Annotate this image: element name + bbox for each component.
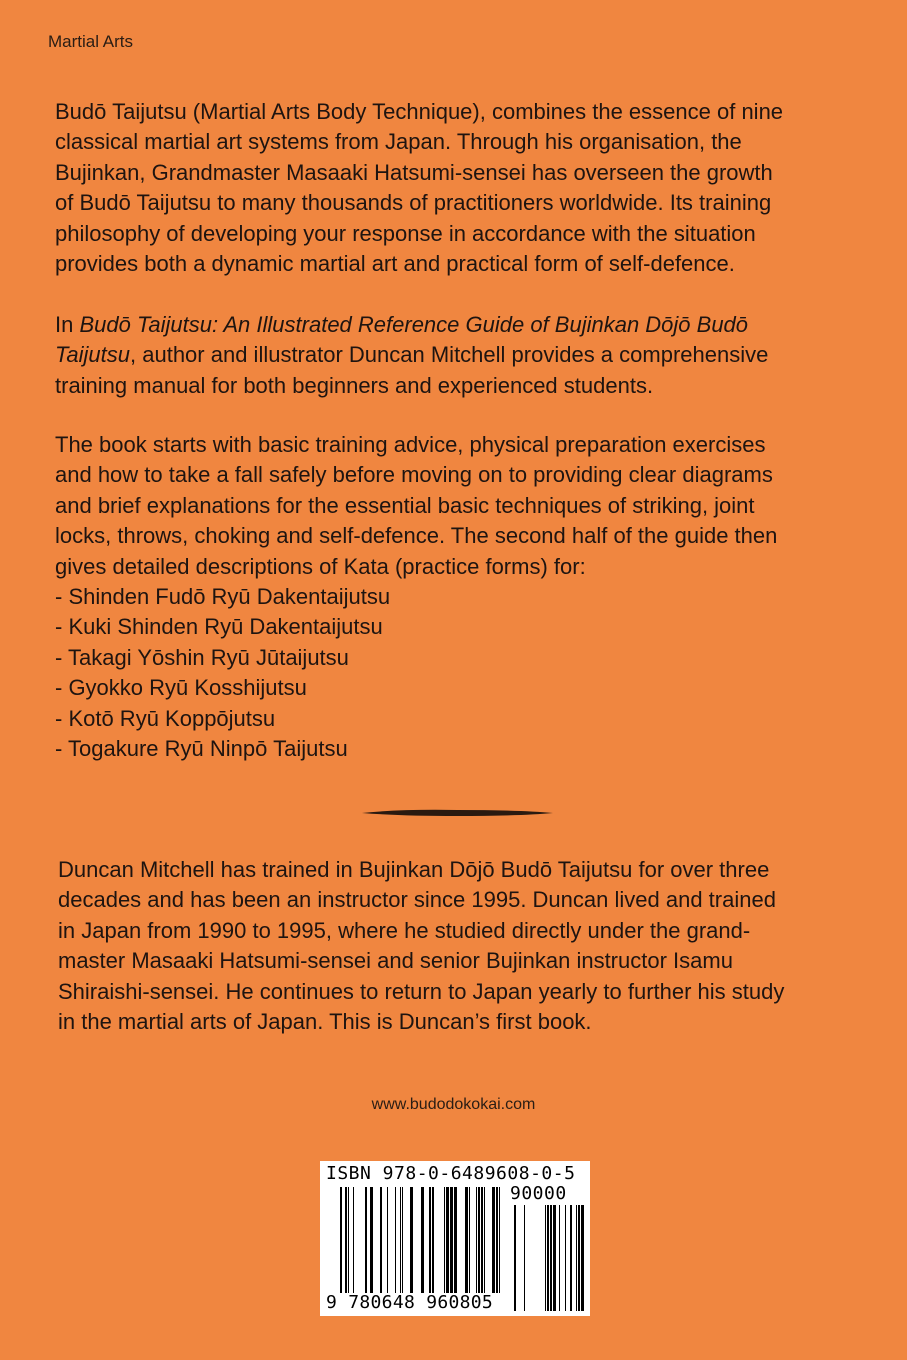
lead-text: In [55, 312, 80, 337]
barcode-bar [476, 1187, 477, 1293]
kata-list-item: - Togakure Ryū Ninpō Taijutsu [55, 736, 348, 762]
kata-list-item: - Kuki Shinden Ryū Dakentaijutsu [55, 614, 383, 640]
after-title-text: , author and illustrator Duncan Mitchell provides a comprehensive [130, 342, 769, 368]
price-addon-number: 90000 [510, 1183, 567, 1204]
barcode-bar [400, 1187, 401, 1293]
barcode-bar [545, 1205, 546, 1311]
barcode-bar [499, 1187, 500, 1293]
barcode-bar [444, 1187, 445, 1293]
barcode-bar [570, 1205, 572, 1311]
text-line: and brief explanations for the essential basic techniques of striking, joint [55, 492, 755, 518]
text-line [55, 310, 855, 340]
barcode-bar [581, 1205, 584, 1311]
barcode-bar [550, 1205, 552, 1311]
text-line: philosophy of developing your response in accordance with the situation [55, 220, 756, 246]
kata-list-item: - Takagi Yōshin Ryū Jūtaijutsu [55, 644, 349, 670]
barcode-bar [365, 1187, 367, 1293]
kata-list-item: - Kotō Ryū Koppōjutsu [55, 705, 276, 731]
barcode-bar [481, 1187, 483, 1293]
barcode-bar [484, 1187, 485, 1293]
barcode-bar [345, 1187, 347, 1293]
barcode-bar [524, 1205, 525, 1311]
brush-stroke-divider [360, 806, 555, 820]
barcode-bar [340, 1187, 342, 1293]
barcode-bar [421, 1187, 424, 1293]
description-paragraph-1 [55, 97, 855, 279]
book-title: Budō Taijutsu: An Illustrated Reference Guide of Bujinkan Dōjō Budō [79, 312, 749, 337]
barcode-bar [446, 1187, 449, 1293]
barcode-bar [492, 1187, 495, 1293]
text-line: Shiraishi-sensei. He continues to return to Japan yearly to further his study [58, 978, 785, 1004]
text-line: Duncan Mitchell has trained in Bujinkan Dōjō Budō Taijutsu for over three [58, 857, 770, 882]
ean-digits: 9 780648 960805 [326, 1292, 494, 1313]
text-line: Budō Taijutsu (Martial Arts Body Technique), combines the essence of nine [55, 99, 784, 124]
text-line [55, 340, 855, 370]
text-line: training manual for both beginners and experienced students. [55, 372, 654, 398]
barcode-bar [578, 1205, 580, 1311]
book-title-continued: Taijutsu [55, 342, 131, 368]
barcode-bar [429, 1187, 431, 1293]
barcode-bar [553, 1205, 556, 1311]
barcode-bar [348, 1187, 349, 1293]
barcode-bar [454, 1187, 457, 1293]
barcode-bar [469, 1187, 470, 1293]
text-line: in Japan from 1990 to 1995, where he studied directly under the grand- [58, 917, 751, 943]
barcode-bar [450, 1187, 453, 1293]
isbn-number: ISBN 978-0-6489608-0-5 [326, 1163, 576, 1184]
isbn-barcode [320, 1161, 590, 1316]
text-line: The book starts with basic training advice, physical preparation exercises [55, 432, 766, 457]
barcode-bar [380, 1187, 382, 1293]
category-label: Martial Arts [48, 32, 134, 51]
barcode-bar [559, 1205, 560, 1311]
kata-list-item: - Gyokko Ryū Kosshijutsu [55, 675, 307, 701]
barcode-bar [370, 1187, 373, 1293]
text-line: gives detailed descriptions of Kata (practice forms) for: [55, 553, 586, 579]
barcode-bar [395, 1187, 396, 1293]
barcode-bar [565, 1205, 566, 1311]
author-bio [58, 855, 858, 1037]
description-paragraph-2 [55, 310, 855, 401]
barcode-bar [432, 1187, 434, 1293]
description-paragraph-3 [55, 430, 855, 764]
barcode-bar [465, 1187, 468, 1293]
text-line: locks, throws, choking and self-defence. The second half of the guide then [55, 523, 778, 549]
barcode-bar [496, 1187, 498, 1293]
website-url: www.budodokokai.com [371, 1096, 536, 1113]
barcode-bar [576, 1205, 577, 1311]
barcode-bar [410, 1187, 413, 1293]
barcode-bar [478, 1187, 480, 1293]
kata-list-item: - Shinden Fudō Ryū Dakentaijutsu [55, 584, 391, 610]
text-line: master Masaaki Hatsumi-sensei and senior Bujinkan instructor Isamu [58, 948, 733, 974]
barcode-bar [514, 1205, 516, 1311]
barcode-bar [353, 1187, 354, 1293]
text-line: provides both a dynamic martial art and practical form of self-defence. [55, 251, 735, 277]
text-line: classical martial art systems from Japan. Through his organisation, the [55, 129, 742, 155]
text-line: decades and has been an instructor since 1995. Duncan lived and trained [58, 887, 776, 913]
text-line: Bujinkan, Grandmaster Masaaki Hatsumi-sensei has overseen the growth [55, 159, 773, 185]
text-line: of Budō Taijutsu to many thousands of practitioners worldwide. Its training [55, 190, 772, 216]
text-line: and how to take a fall safely before moving on to providing clear diagrams [55, 462, 773, 488]
barcode-bar [547, 1205, 549, 1311]
barcode-bar [387, 1187, 388, 1293]
barcode-bar [402, 1187, 403, 1293]
text-line: in the martial arts of Japan. This is Duncan’s first book. [58, 1009, 592, 1035]
